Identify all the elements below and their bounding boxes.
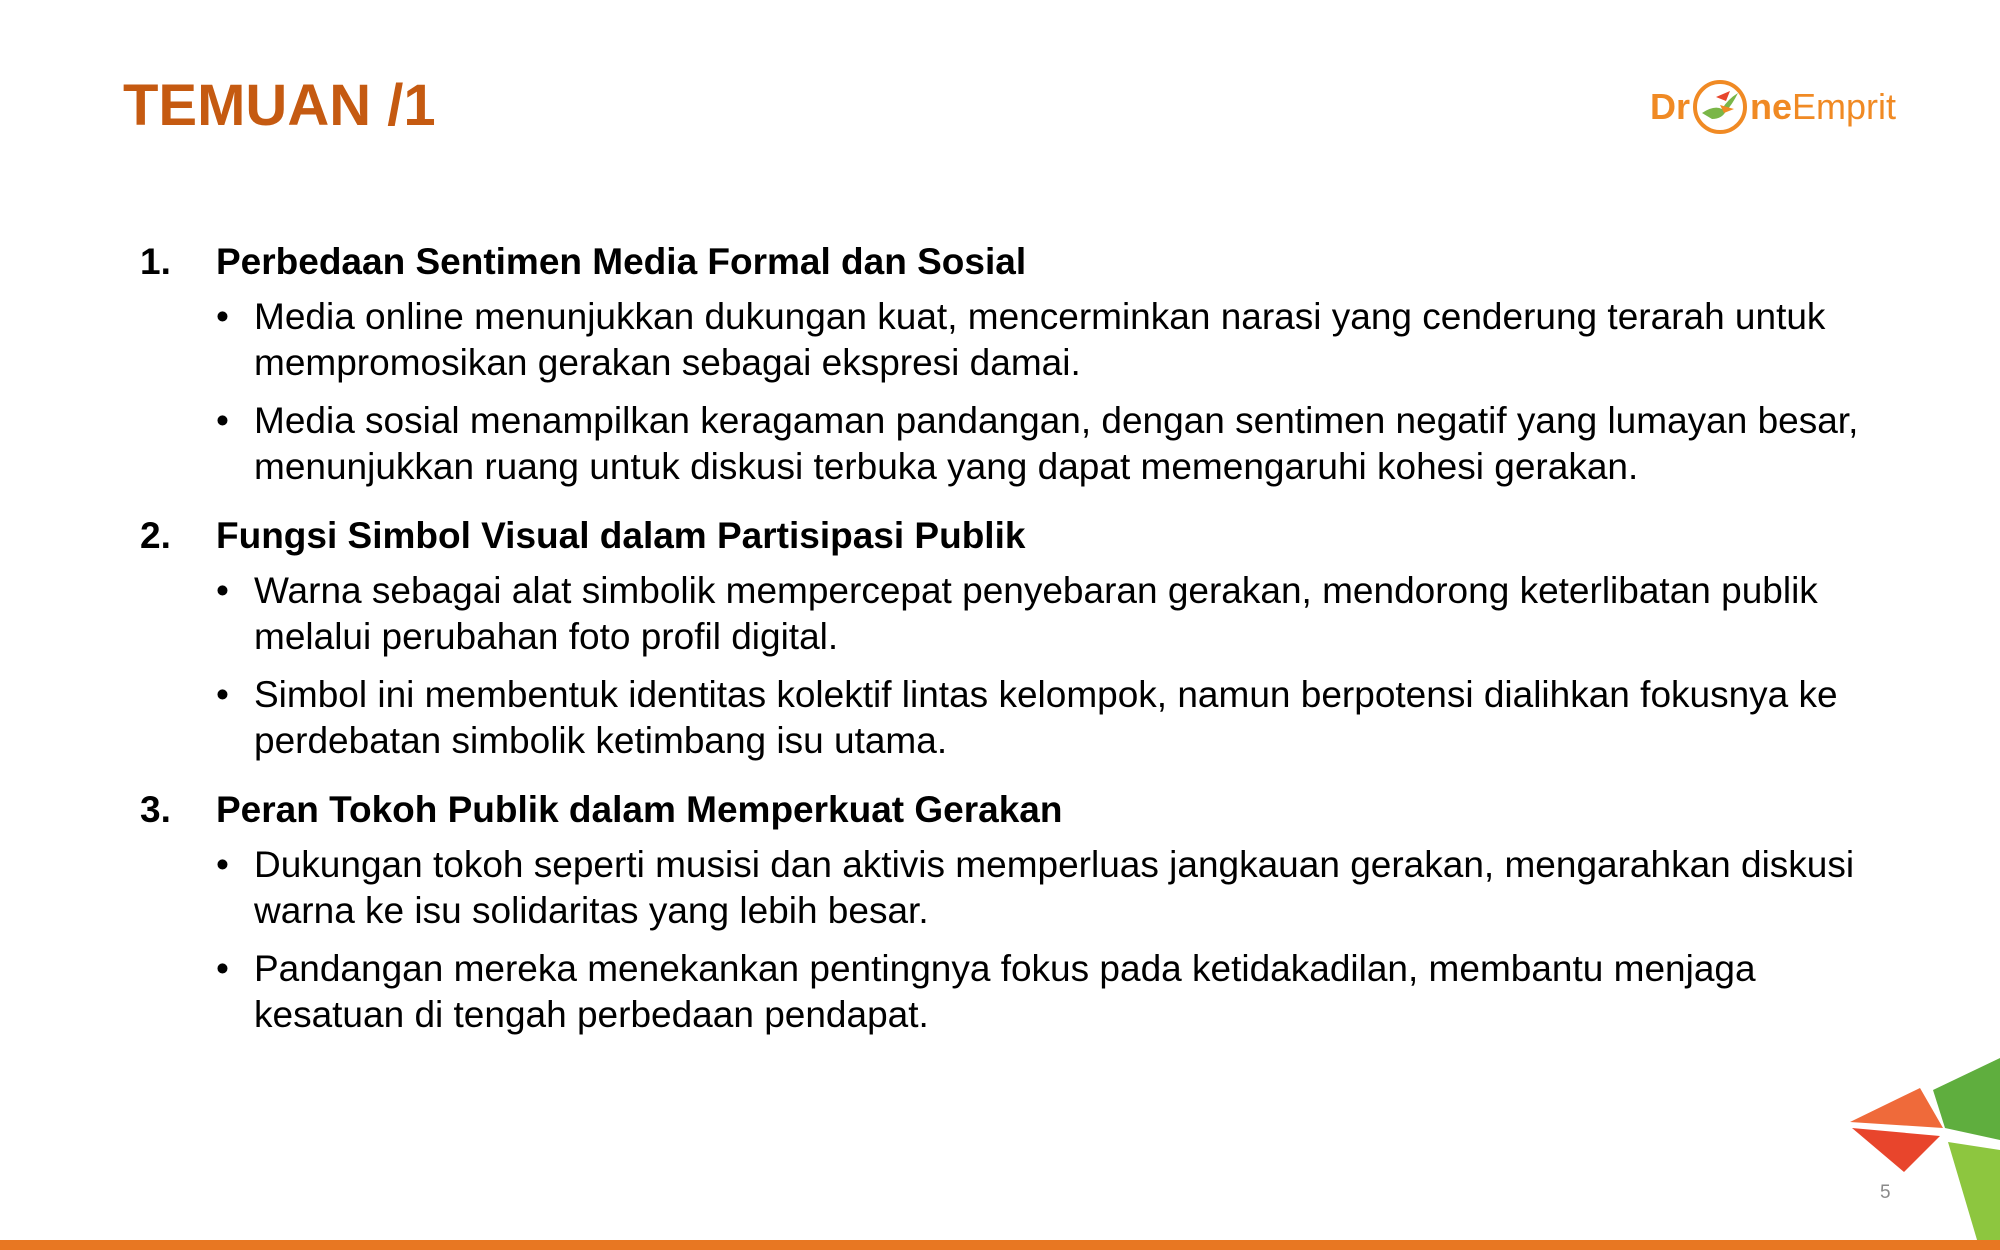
finding-heading-text: Peran Tokoh Publik dalam Memperkuat Gerakan <box>216 789 1063 830</box>
finding-item <box>140 238 1860 490</box>
finding-bullets <box>140 568 1860 764</box>
bullet-item: • Dukungan tokoh seperti musisi dan aktivis memperluas jangkauan gerakan, mengarahkan diskusi warna ke isu solidaritas yang lebih besar. <box>216 842 1860 934</box>
bullet-item: • Media online menunjukkan dukungan kuat, mencerminkan narasi yang cenderung terarah untuk mempromosikan gerakan sebagai ekspresi damai. <box>216 294 1860 386</box>
finding-heading-text: Fungsi Simbol Visual dalam Partisipasi Publik <box>216 515 1026 556</box>
finding-item <box>140 512 1860 764</box>
finding-number: 1. <box>140 241 171 282</box>
bullet-item: • Pandangan mereka menekankan pentingnya fokus pada ketidakadilan, membantu menjaga kesatuan di tengah perbedaan pendapat. <box>216 946 1860 1038</box>
finding-heading <box>140 786 1860 834</box>
finding-bullets <box>140 842 1860 1038</box>
decorative-corner-shapes <box>1840 1050 2000 1250</box>
page-number: 5 <box>1880 1182 1891 1203</box>
green-shape-top <box>1933 1058 2000 1140</box>
logo-text-part3: Emprit <box>1792 86 1897 127</box>
bullet-item: • Simbol ini membentuk identitas kolektif lintas kelompok, namun berpotensi dialihkan fokusnya ke perdebatan simbolik ketimbang isu utama. <box>216 672 1860 764</box>
findings-list <box>140 238 1860 1060</box>
finding-heading <box>140 238 1860 286</box>
logo-text-part2: ne <box>1750 86 1793 127</box>
logo-text-part1: Dr <box>1650 86 1691 127</box>
finding-number: 3. <box>140 789 171 830</box>
finding-heading <box>140 512 1860 560</box>
orange-shape <box>1850 1088 1943 1128</box>
finding-bullets <box>140 294 1860 490</box>
drone-emprit-logo <box>1650 72 1915 142</box>
bullet-item: • Warna sebagai alat simbolik mempercepat penyebaran gerakan, mendorong keterlibatan publik melalui perubahan foto profil digital. <box>216 568 1860 660</box>
red-shape <box>1852 1128 1940 1172</box>
slide-title: TEMUAN /1 <box>123 73 436 138</box>
green-shape-bottom <box>1948 1142 2000 1250</box>
bottom-accent-bar <box>0 1240 2000 1250</box>
finding-item <box>140 786 1860 1038</box>
finding-number: 2. <box>140 515 171 556</box>
bullet-item: • Media sosial menampilkan keragaman pandangan, dengan sentimen negatif yang lumayan besar, menunjukkan ruang untuk diskusi terbuka yang dapat memengaruhi kohesi gerakan. <box>216 398 1860 490</box>
finding-heading-text: Perbedaan Sentimen Media Formal dan Sosial <box>216 241 1027 282</box>
bird-circle-icon <box>1692 79 1748 135</box>
